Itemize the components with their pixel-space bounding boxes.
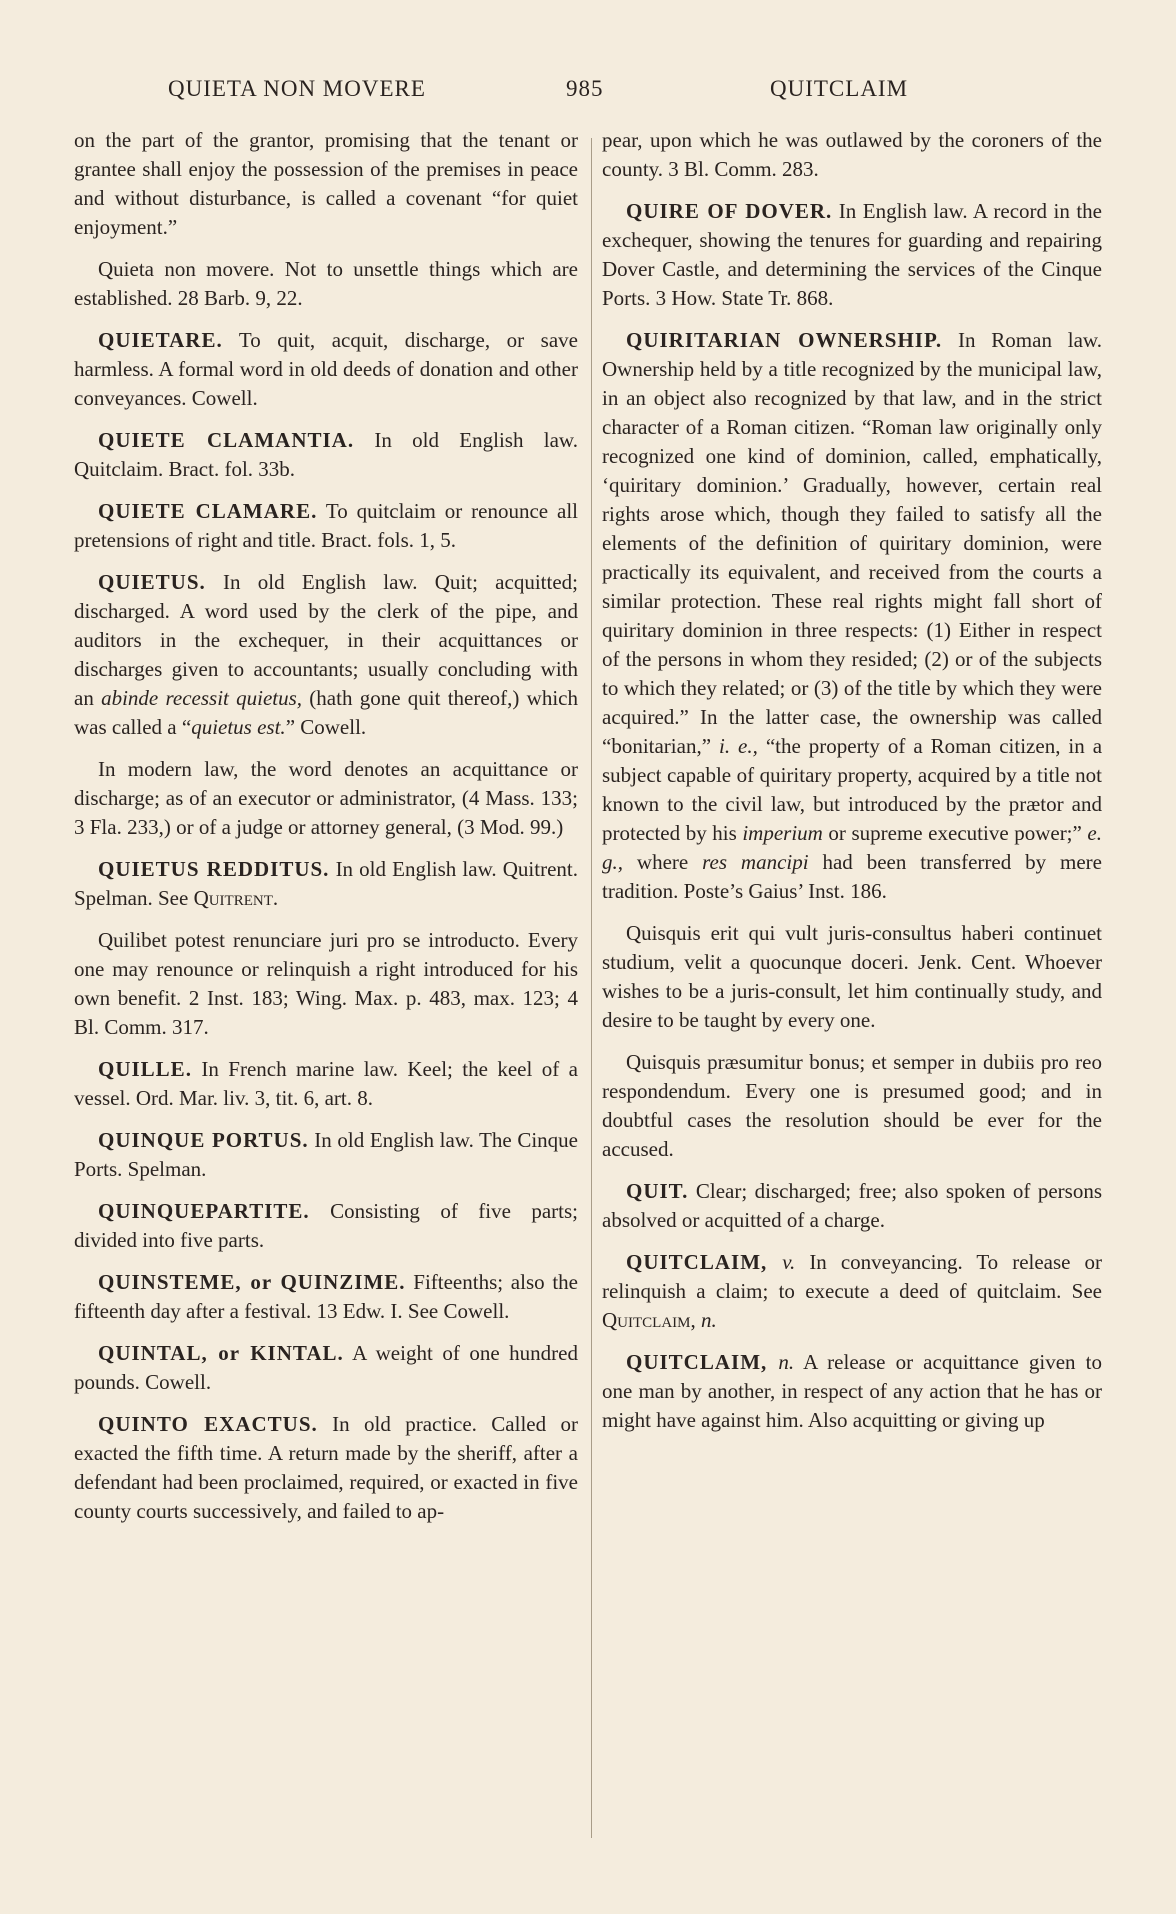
entry-headword: QUIT. xyxy=(626,1179,689,1203)
dictionary-entry xyxy=(602,126,1102,184)
entry-text: on the part of the grantor, promising that the tenant or grantee shall enjoy the possession of the premises in peace and without disturbance, is called a covenant “for quiet enjoyment.” xyxy=(74,128,578,239)
entry-text: In Roman law. Ownership held by a title recognized by the municipal law, in an object also recognized by that law, and in the strict character of a Roman citizen. “Roman law originally only recognized one kind of dominion, called, emphatically, ‘quiritary dominion.’ Gradually, however, certain real rights arose which, though they failed to satisfy all the elements of the definition of quiritary dominion, were practically its equivalent, and received from the courts a similar protection. These real rights might fall short of quiritary dominion in three respects: (1) Either in respect of the persons in whom they resided; (2) or of the subjects to which they related; or (3) of the title by which they were acquired.” In the latter case, the ownership was called “bonitarian,” xyxy=(602,328,1102,758)
entry-headword: QUIETE CLAMARE. xyxy=(98,499,318,523)
entry-text: To quit, acquit, discharge, or save harmless. A formal word in old deeds of donation and other conveyances. Cowell. xyxy=(74,328,578,410)
italic-text: i. e., xyxy=(719,734,758,758)
entry-text: “the property of a Roman citizen, in a subject capable of quiritary property, acquired by a title not known to the civil law, but introduced by the prætor and protected by his xyxy=(602,734,1103,845)
dictionary-entry xyxy=(602,326,1102,906)
entry-headword: QUINSTEME, or QUINZIME. xyxy=(98,1270,406,1294)
entry-maxim: Quieta non movere. xyxy=(98,257,275,281)
dictionary-entry xyxy=(74,1197,578,1255)
dictionary-entry xyxy=(602,197,1102,313)
entry-headword: QUINQUEPARTITE. xyxy=(98,1199,310,1223)
right-column xyxy=(602,126,1102,1448)
entry-text: To quitclaim or renounce all pretensions of right and title. Bract. fols. 1, 5. xyxy=(74,499,578,552)
dictionary-entry xyxy=(74,1126,578,1184)
entry-headword: QUILLE. xyxy=(98,1057,192,1081)
left-column xyxy=(74,126,578,1539)
entry-text: In old English law. Quit; acquitted; discharged. A word used by the clerk of the pipe, and auditors in the exchequer, in their acquittances or discharges given to accountants; usually concluding with an xyxy=(74,570,578,710)
italic-text: res mancipi xyxy=(702,850,809,874)
dictionary-entry xyxy=(74,755,578,842)
dictionary-entry xyxy=(74,426,578,484)
dictionary-entry xyxy=(74,255,578,313)
entry-headword: QUIETUS REDDITUS. xyxy=(98,857,330,881)
italic-text: abinde recessit quietus, xyxy=(101,686,303,710)
italic-text: imperium xyxy=(742,821,823,845)
dictionary-entry xyxy=(602,1248,1102,1335)
entry-text: ” Cowell. xyxy=(285,715,367,739)
entry-headword: QUIETARE. xyxy=(98,328,223,352)
entry-text: Not to unsettle things which are established. 28 Barb. 9, 22. xyxy=(74,257,578,310)
entry-text: Every one may renounce or relinquish a right introduced for his own benefit. 2 Inst. 183; Wing. Max. p. 483, max. 123; 4 Bl. Comm. 317. xyxy=(74,928,578,1039)
italic-text: n. xyxy=(778,1350,795,1374)
italic-text: v. xyxy=(782,1250,796,1274)
entry-text: In English law. A record in the exchequer, showing the tenures for guarding and repairing Dover Castle, and determining the services of the Cinque Ports. 3 How. State Tr. 868. xyxy=(602,199,1102,310)
dictionary-entry xyxy=(74,1410,578,1526)
entry-headword: QUIRITARIAN OWNERSHIP. xyxy=(626,328,943,352)
entry-text: In modern law, the word denotes an acquittance or discharge; as of an executor or administrator, (4 Mass. 133; 3 Fla. 233,) or of a judge or attorney general, (3 Mod. 99.) xyxy=(74,757,578,839)
page-number: 985 xyxy=(566,76,604,101)
running-header xyxy=(160,70,950,110)
italic-text: quietus est. xyxy=(191,715,286,739)
entry-headword: QUINTO EXACTUS. xyxy=(98,1412,318,1436)
dictionary-entry xyxy=(74,1268,578,1326)
dictionary-entry xyxy=(602,1348,1102,1435)
dictionary-entry xyxy=(602,919,1102,1035)
dictionary-entry xyxy=(74,1055,578,1113)
entry-headword: QUINTAL, or KINTAL. xyxy=(98,1341,344,1365)
entry-text: In old English law. Quitclaim. Bract. fol. 33b. xyxy=(74,428,578,481)
entry-text: Clear; discharged; free; also spoken of persons absolved or acquitted of a charge. xyxy=(602,1179,1102,1232)
entry-text: In old English law. Quitrent. Spelman. See xyxy=(74,857,578,910)
entry-headword: QUITCLAIM, xyxy=(626,1250,783,1274)
entry-text: A release or acquittance given to one man by another, in respect of any action that he has or might have against him. Also acquitting or giving up xyxy=(602,1350,1102,1432)
entry-text: (hath gone quit thereof,) which was called a “ xyxy=(74,686,579,739)
entry-text: A weight of one hundred pounds. Cowell. xyxy=(74,1341,578,1394)
dictionary-entry xyxy=(74,855,578,913)
cross-reference: Quitrent. xyxy=(193,886,279,910)
entry-headword: QUIETE CLAMANTIA. xyxy=(98,428,355,452)
entry-maxim: Quisquis erit qui vult juris-consultus haberi continuet studium, velit a quocunque doceri. xyxy=(602,921,1102,974)
entry-text: Fifteenths; also the fifteenth day after a festival. 13 Edw. I. See Cowell. xyxy=(74,1270,578,1323)
entry-text: In old practice. Called or exacted the fifth time. A return made by the sheriff, after a defendant had been proclaimed, required, or exacted in five county courts successively, and failed to ap- xyxy=(74,1412,578,1523)
dictionary-entry xyxy=(602,1177,1102,1235)
entry-text: In conveyancing. To release or relinquish a claim; to execute a deed of quitclaim. See xyxy=(602,1250,1102,1303)
entry-text: Consisting of five parts; divided into five parts. xyxy=(74,1199,578,1252)
entry-text: In old English law. The Cinque Ports. Spelman. xyxy=(74,1128,578,1181)
italic-text: n. xyxy=(701,1308,717,1332)
cross-reference: Quitclaim, xyxy=(602,1308,696,1332)
dictionary-entry xyxy=(602,1048,1102,1164)
entry-text: where xyxy=(623,850,703,874)
dictionary-entry xyxy=(74,126,578,242)
entry-text: had been transferred by mere tradition. Poste’s Gaius’ Inst. 186. xyxy=(602,850,1102,903)
entry-maxim: Quisquis præsumitur bonus; et semper in dubiis pro reo respondendum. xyxy=(602,1050,1102,1103)
column-divider xyxy=(591,138,592,1838)
entry-headword: QUIRE OF DOVER. xyxy=(626,199,833,223)
entry-text: or supreme executive power;” xyxy=(822,821,1088,845)
entry-headword: QUITCLAIM, xyxy=(626,1350,779,1374)
header-left-guide-word: QUIETA NON MOVERE xyxy=(168,76,426,101)
header-right-guide-word: QUITCLAIM xyxy=(770,76,909,101)
dictionary-entry xyxy=(74,568,578,742)
entry-headword: QUIETUS. xyxy=(98,570,206,594)
italic-text: e. g., xyxy=(602,821,1102,874)
dictionary-entry xyxy=(74,1339,578,1397)
entry-maxim: Quilibet potest renunciare juri pro se introducto. xyxy=(98,928,520,952)
dictionary-entry xyxy=(74,926,578,1042)
entry-text: In French marine law. Keel; the keel of a vessel. Ord. Mar. liv. 3, tit. 6, art. 8. xyxy=(74,1057,578,1110)
entry-headword: QUINQUE PORTUS. xyxy=(98,1128,309,1152)
entry-text: Every one is presumed good; and in doubtful cases the resolution should be ever for the accused. xyxy=(602,1079,1102,1161)
dictionary-entry xyxy=(74,326,578,413)
entry-text: Jenk. Cent. Whoever wishes to be a juris-consult, let him continually study, and desire to be taught by every one. xyxy=(602,950,1102,1032)
entry-text: pear, upon which he was outlawed by the coroners of the county. 3 Bl. Comm. 283. xyxy=(602,128,1102,181)
dictionary-entry xyxy=(74,497,578,555)
